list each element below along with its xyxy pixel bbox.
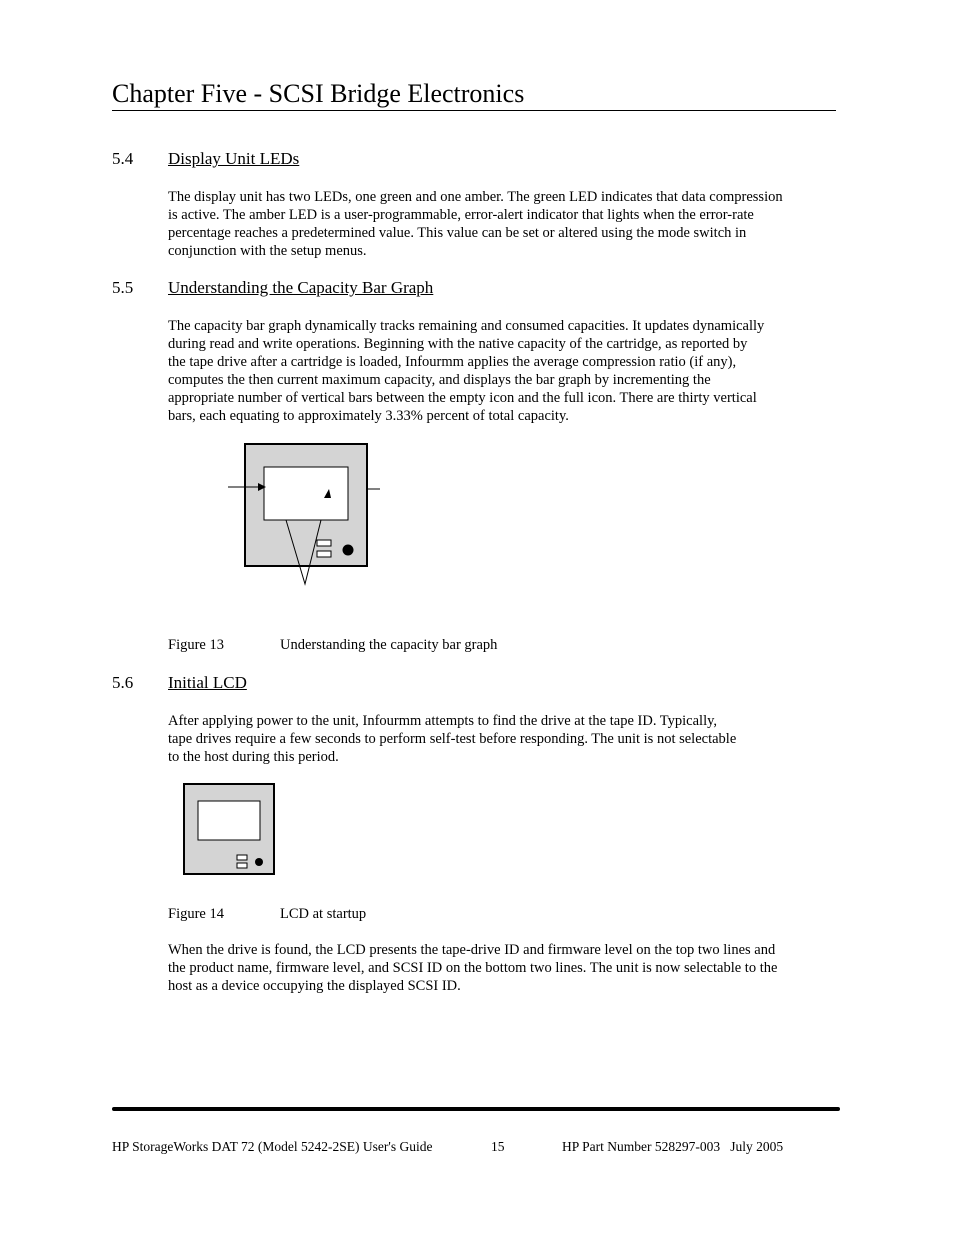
mode-switch-button	[343, 545, 354, 556]
section-5-6-body	[168, 712, 736, 766]
text-line: tape drives require a few seconds to perform self-test before responding. The unit is not selectable	[168, 731, 737, 747]
led-indicator-bottom	[237, 863, 247, 868]
section-heading-5-4	[112, 149, 299, 169]
figure-caption-text: LCD at startup	[280, 906, 367, 922]
figure-14-diagram	[180, 780, 280, 880]
text-line: The capacity bar graph dynamically tracks remaining and consumed capacities. It updates dynamically	[168, 318, 765, 334]
led-indicator-top	[237, 855, 247, 860]
text-line: computes the then current maximum capacity, and displays the bar graph by incrementing the	[168, 372, 711, 388]
text-line: during read and write operations. Beginning with the native capacity of the cartridge, as reported by	[168, 336, 748, 352]
text-line: After applying power to the unit, Infourmm attempts to find the drive at the tape ID. Typically,	[168, 713, 718, 729]
lcd-screen	[264, 467, 348, 520]
section-title: Initial LCD	[168, 673, 247, 692]
figure-label: Figure 13	[168, 637, 224, 653]
footer-guide-title: HP StorageWorks DAT 72 (Model 5242-2SE) User's Guide	[112, 1139, 433, 1154]
figure-13-caption	[168, 636, 497, 654]
led-indicator-bottom	[317, 551, 331, 557]
chapter-title: Chapter Five - SCSI Bridge Electronics	[112, 78, 836, 111]
text-line: host as a device occupying the displayed SCSI ID.	[168, 978, 461, 994]
text-line: When the drive is found, the LCD presents the tape-drive ID and firmware level on the top two lines and	[168, 942, 776, 958]
closing-paragraph	[168, 941, 777, 995]
text-line: percentage reaches a predetermined value. This value can be set or altered using the mode switch in	[168, 225, 747, 241]
section-title: Understanding the Capacity Bar Graph	[168, 278, 434, 297]
section-number: 5.6	[112, 673, 134, 692]
text-line: the product name, firmware level, and SCSI ID on the bottom two lines. The unit is now selectable to the	[168, 960, 778, 976]
text-line: bars, each equating to approximately 3.33% percent of total capacity.	[168, 408, 569, 424]
text-line: the tape drive after a cartridge is loaded, Infourmm applies the average compression ratio (if any),	[168, 354, 737, 370]
figure-14-caption	[168, 905, 366, 923]
section-5-5-body	[168, 317, 764, 425]
section-heading-5-5	[112, 278, 433, 298]
text-line: appropriate number of vertical bars between the empty icon and the full icon. There are thirty vertical	[168, 390, 757, 406]
section-number: 5.4	[112, 149, 134, 168]
text-line: The display unit has two LEDs, one green and one amber. The green LED indicates that data compression	[168, 189, 783, 205]
figure-13-diagram	[220, 440, 390, 590]
section-5-4-body	[168, 188, 783, 260]
led-indicator-top	[317, 540, 331, 546]
footer-part-number: HP Part Number 528297-003 July 2005	[562, 1139, 784, 1154]
figure-label: Figure 14	[168, 906, 224, 922]
figure-caption-text: Understanding the capacity bar graph	[280, 637, 498, 653]
section-number: 5.5	[112, 278, 134, 297]
text-line: to the host during this period.	[168, 749, 339, 765]
page-number: 15	[491, 1139, 505, 1154]
section-heading-5-6	[112, 673, 247, 693]
lcd-screen	[198, 801, 260, 840]
text-line: conjunction with the setup menus.	[168, 243, 367, 259]
text-line: is active. The amber LED is a user-programmable, error-alert indicator that lights when the error-rate	[168, 207, 754, 223]
mode-switch-button	[255, 858, 263, 866]
section-title: Display Unit LEDs	[168, 149, 300, 168]
footer-rule	[112, 1107, 840, 1111]
